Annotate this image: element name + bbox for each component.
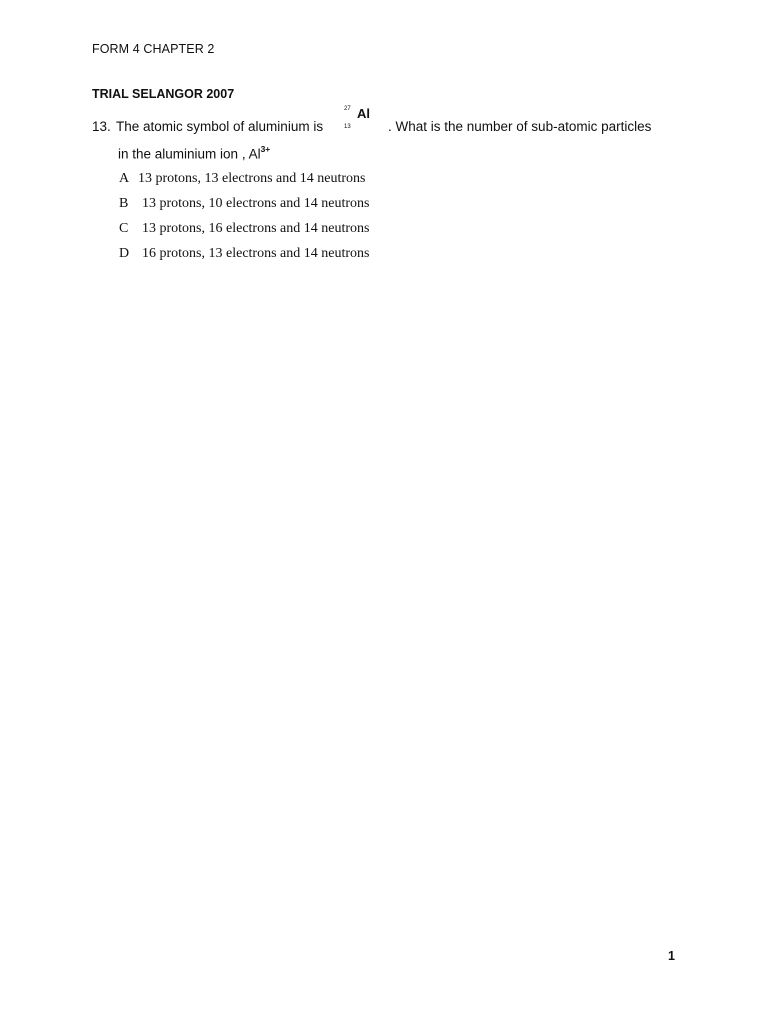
mass-number: 27 bbox=[344, 106, 351, 112]
option-letter: D bbox=[119, 246, 130, 261]
section-title: TRIAL SELANGOR 2007 bbox=[92, 87, 235, 101]
question-text-part2: . What is the number of sub-atomic particles bbox=[388, 119, 652, 134]
element-symbol: Al bbox=[357, 106, 370, 121]
question-number: 13. bbox=[92, 119, 111, 134]
option-text: 13 protons, 13 electrons and 14 neutrons bbox=[138, 171, 366, 186]
page-number: 1 bbox=[668, 949, 675, 963]
page-header: FORM 4 CHAPTER 2 bbox=[92, 42, 215, 56]
question-text-line2 bbox=[118, 145, 270, 162]
option-text: 13 protons, 16 electrons and 14 neutrons bbox=[142, 221, 370, 236]
question-text-part1: The atomic symbol of aluminium is bbox=[116, 119, 324, 134]
nuclide-symbol bbox=[344, 104, 380, 136]
question-text-line2-prefix: in the aluminium ion , Al bbox=[118, 146, 261, 162]
ion-charge: 3+ bbox=[260, 144, 271, 154]
atomic-number: 13 bbox=[344, 124, 351, 130]
option-letter: A bbox=[119, 171, 130, 186]
option-text: 16 protons, 13 electrons and 14 neutrons bbox=[142, 246, 370, 261]
option-text: 13 protons, 10 electrons and 14 neutrons bbox=[142, 196, 370, 211]
option-letter: C bbox=[119, 221, 129, 236]
option-letter: B bbox=[119, 196, 129, 211]
